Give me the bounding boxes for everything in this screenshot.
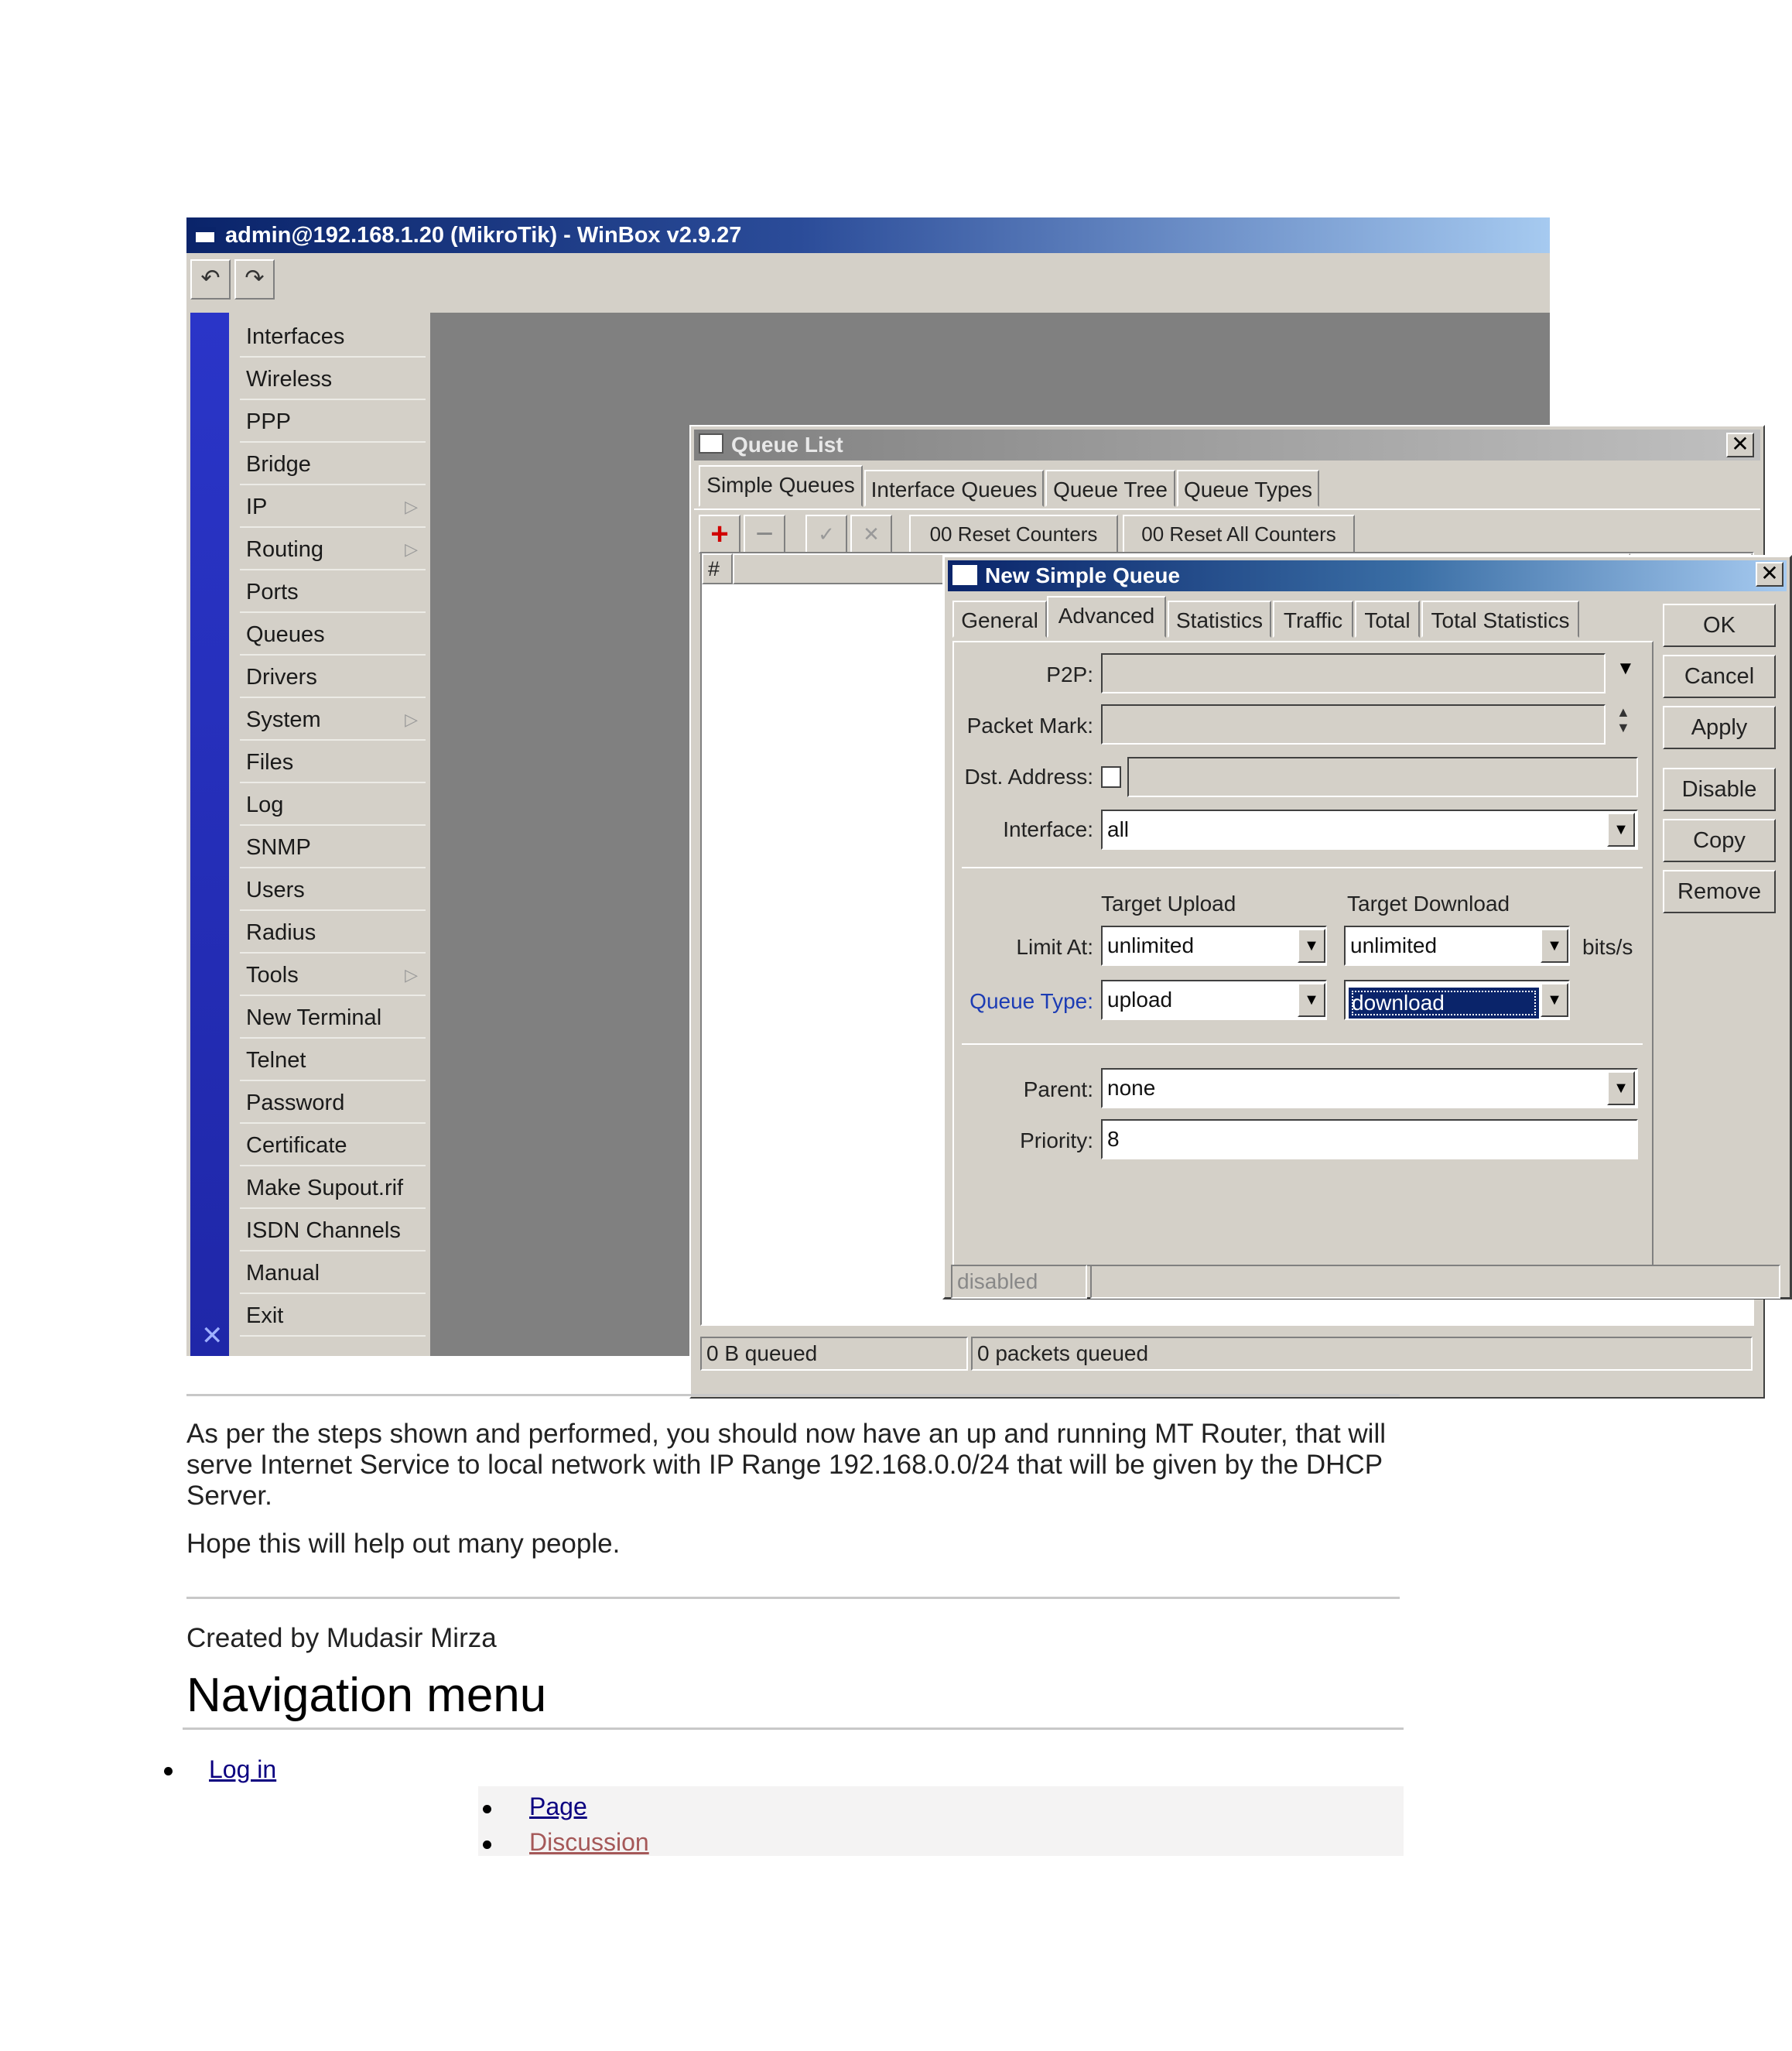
window-icon	[699, 433, 723, 454]
separator	[962, 867, 1643, 868]
undo-button[interactable]	[190, 259, 231, 300]
bullet	[483, 1805, 491, 1813]
sidebar-item-label: Exit	[246, 1303, 284, 1328]
queue-type-download-value: download	[1349, 988, 1539, 1019]
tab-traffic[interactable]: Traffic	[1273, 601, 1353, 638]
sidebar-item-interfaces[interactable]	[240, 316, 426, 358]
priority-label: Priority:	[1020, 1128, 1093, 1152]
chevron-down-icon[interactable]: ▼	[1298, 929, 1325, 963]
sidebar-item-label: Files	[246, 750, 294, 775]
reset-all-counters-button[interactable]: 00 Reset All Counters	[1123, 515, 1355, 553]
sidebar-item-label: Routing	[246, 537, 323, 562]
p2p-field[interactable]	[1101, 653, 1606, 693]
limit-at-download-select[interactable]: unlimited	[1344, 926, 1570, 966]
bullet	[164, 1767, 173, 1775]
packet-mark-field[interactable]	[1101, 704, 1606, 745]
tab-interface-queues[interactable]: Interface Queues	[864, 470, 1044, 507]
sidebar-item-label: Wireless	[246, 367, 333, 392]
divider	[186, 1394, 1400, 1396]
priority-input[interactable]: 8	[1101, 1119, 1638, 1159]
winbox-window	[186, 217, 1779, 1365]
sidebar-item-users[interactable]	[240, 869, 426, 911]
tab-advanced[interactable]: Advanced	[1047, 596, 1166, 638]
submenu-arrow-icon: ▷	[405, 539, 418, 559]
chevron-down-icon[interactable]: ▼	[1607, 813, 1635, 847]
sidebar-item-label: Bridge	[246, 452, 311, 477]
limit-at-upload-select[interactable]: unlimited	[1101, 926, 1327, 966]
copy-button[interactable]: Copy	[1663, 819, 1776, 862]
dropdown-arrow-icon[interactable]: ▼	[1616, 658, 1635, 679]
main-menu	[229, 313, 430, 1356]
sidebar-item-label: Interfaces	[246, 324, 345, 349]
add-icon[interactable]: +	[699, 515, 740, 553]
paragraph-conclusion: As per the steps shown and performed, you should now have an up and running MT Router, that will serve Internet Service to local network with IP Range 192.168.0.0/24 that will be given by the DHCP Server.	[186, 1419, 1386, 1511]
sidebar-item-drivers[interactable]	[240, 656, 426, 698]
sidebar-item-ppp[interactable]	[240, 401, 426, 443]
submenu-arrow-icon: ▷	[405, 497, 418, 516]
separator	[962, 1043, 1643, 1045]
tab-general[interactable]: General	[952, 601, 1047, 638]
queue-type-label[interactable]: Queue Type:	[970, 989, 1093, 1013]
up-down-icon[interactable]: ▲ ▼	[1616, 704, 1630, 735]
sidebar-item-label: Radius	[246, 920, 316, 945]
sidebar-item-label: ISDN Channels	[246, 1218, 401, 1243]
bullet	[483, 1840, 491, 1849]
dst-address-label: Dst. Address:	[964, 765, 1093, 789]
dst-address-invert-checkbox[interactable]	[1101, 766, 1121, 788]
sidebar-item-telnet[interactable]	[240, 1039, 426, 1081]
sidebar-item-label: SNMP	[246, 835, 311, 860]
submenu-arrow-icon: ▷	[405, 965, 418, 984]
divider	[186, 1597, 1400, 1599]
sidebar-item-label: Queues	[246, 622, 325, 647]
queue-list-titlebar	[694, 430, 1760, 461]
chevron-down-icon[interactable]: ▼	[1541, 929, 1568, 963]
page-actions-bar	[478, 1786, 1404, 1856]
window-icon	[952, 565, 977, 585]
navigation-heading: Navigation menu	[186, 1669, 547, 1722]
sidebar-item-tools[interactable]	[240, 954, 426, 996]
sidebar-strip	[190, 313, 229, 1356]
sidebar-item-log[interactable]	[240, 784, 426, 826]
hide-menu-icon[interactable]: ✕	[201, 1321, 224, 1351]
sidebar-item-isdn-channels[interactable]	[240, 1210, 426, 1251]
sidebar-item-routing[interactable]	[240, 529, 426, 570]
limit-at-label: Limit At:	[1016, 935, 1093, 959]
sidebar-item-label: Log	[246, 793, 284, 817]
interface-label: Interface:	[1003, 817, 1093, 841]
sidebar-item-bridge[interactable]	[240, 443, 426, 485]
dst-address-field[interactable]	[1127, 757, 1638, 797]
queue-type-download-select[interactable]	[1344, 980, 1570, 1020]
sidebar-item-label: Telnet	[246, 1048, 306, 1073]
sidebar-item-queues[interactable]	[240, 614, 426, 656]
sidebar-item-label: Manual	[246, 1261, 320, 1286]
tab-statistics[interactable]: Statistics	[1168, 601, 1271, 638]
sidebar-item-label: Ports	[246, 580, 299, 604]
sidebar-item-snmp[interactable]	[240, 827, 426, 868]
workspace	[430, 313, 1779, 1365]
apply-button[interactable]: Apply	[1663, 706, 1776, 749]
chevron-down-icon[interactable]: ▼	[1298, 983, 1325, 1017]
dialog-title: New Simple Queue	[985, 563, 1181, 587]
remove-icon[interactable]: −	[744, 515, 785, 553]
log-in-link[interactable]: Log in	[209, 1755, 277, 1783]
redo-button[interactable]	[234, 259, 275, 300]
sidebar-item-system[interactable]	[240, 699, 426, 741]
credit-line: Created by Mudasir Mirza	[186, 1623, 497, 1653]
paragraph-hope: Hope this will help out many people.	[186, 1529, 621, 1559]
remove-button[interactable]: Remove	[1663, 870, 1776, 913]
cancel-button[interactable]: Cancel	[1663, 655, 1776, 698]
disable-icon[interactable]: ✕	[850, 515, 892, 553]
new-simple-queue-dialog	[942, 555, 1792, 1299]
submenu-arrow-icon: ▷	[405, 710, 418, 729]
page-tab-link[interactable]: Page	[529, 1792, 587, 1820]
chevron-down-icon[interactable]: ▼	[1541, 983, 1568, 1017]
close-icon[interactable]: ✕	[1726, 433, 1754, 457]
sidebar-item-certificate[interactable]	[240, 1125, 426, 1166]
status-bytes-queued: 0 B queued	[700, 1337, 968, 1371]
redo-icon: ↷	[245, 265, 265, 291]
sidebar-item-ip[interactable]	[240, 486, 426, 528]
ok-button[interactable]: OK	[1663, 604, 1776, 647]
sidebar-item-radius[interactable]	[240, 912, 426, 954]
dialog-titlebar	[948, 560, 1787, 591]
status-packets-queued: 0 packets queued	[971, 1337, 1753, 1371]
enable-icon[interactable]: ✓	[805, 515, 847, 553]
winbox-titlebar	[186, 217, 1550, 253]
sidebar-item-make-supout-rif[interactable]	[240, 1167, 426, 1209]
sidebar-item-manual[interactable]	[240, 1252, 426, 1294]
p2p-label: P2P:	[1046, 663, 1093, 687]
sidebar-item-exit[interactable]	[240, 1295, 426, 1337]
tab-total[interactable]: Total	[1355, 601, 1420, 638]
packet-mark-label: Packet Mark:	[966, 714, 1093, 738]
discussion-tab-link[interactable]: Discussion	[529, 1828, 649, 1856]
sidebar-item-files[interactable]	[240, 741, 426, 783]
close-icon[interactable]: ✕	[1756, 562, 1783, 587]
bits-unit-label: bits/s	[1582, 935, 1633, 959]
tab-simple-queues[interactable]: Simple Queues	[699, 465, 863, 507]
sidebar-item-label: Tools	[246, 963, 299, 988]
sidebar-item-label: PPP	[246, 409, 292, 434]
dialog-status-disabled: disabled	[951, 1265, 1087, 1299]
undo-icon: ↶	[200, 265, 221, 291]
queue-type-upload-select[interactable]: upload	[1101, 980, 1327, 1020]
reset-counters-button[interactable]: 00 Reset Counters	[909, 515, 1118, 553]
sidebar-item-label: Users	[246, 878, 305, 902]
sidebar-item-label: Password	[246, 1091, 345, 1115]
parent-select[interactable]: none	[1101, 1068, 1638, 1108]
dialog-status-extra	[1090, 1265, 1780, 1299]
divider	[183, 1727, 1404, 1730]
sidebar-item-label: IP	[246, 495, 268, 519]
sidebar-item-label: New Terminal	[246, 1005, 382, 1030]
queue-list-title: Queue List	[731, 433, 843, 457]
sidebar-item-label: Certificate	[246, 1133, 347, 1158]
disable-button[interactable]: Disable	[1663, 768, 1776, 811]
tab-queue-types[interactable]: Queue Types	[1177, 470, 1319, 507]
column-header-number[interactable]: #	[702, 553, 733, 584]
sidebar-item-label: Drivers	[246, 665, 317, 690]
window-title: admin@192.168.1.20 (MikroTik) - WinBox v2.9.27	[225, 223, 742, 248]
tab-queue-tree[interactable]: Queue Tree	[1045, 470, 1175, 507]
chevron-down-icon[interactable]: ▼	[1607, 1071, 1635, 1105]
sidebar-item-wireless[interactable]	[240, 358, 426, 400]
sidebar-item-label: Make Supout.rif	[246, 1176, 404, 1200]
window-icon	[194, 227, 216, 244]
target-download-header: Target Download	[1347, 892, 1510, 916]
parent-label: Parent:	[1023, 1077, 1093, 1101]
target-upload-header: Target Upload	[1101, 892, 1236, 916]
tab-divider	[694, 508, 1760, 510]
advanced-panel	[952, 641, 1653, 1266]
sidebar-item-password[interactable]	[240, 1082, 426, 1124]
sidebar-item-new-terminal[interactable]	[240, 997, 426, 1039]
sidebar-item-label: System	[246, 707, 321, 732]
interface-select[interactable]: all	[1101, 810, 1638, 850]
tab-total-statistics[interactable]: Total Statistics	[1421, 601, 1579, 638]
sidebar-item-ports[interactable]	[240, 571, 426, 613]
